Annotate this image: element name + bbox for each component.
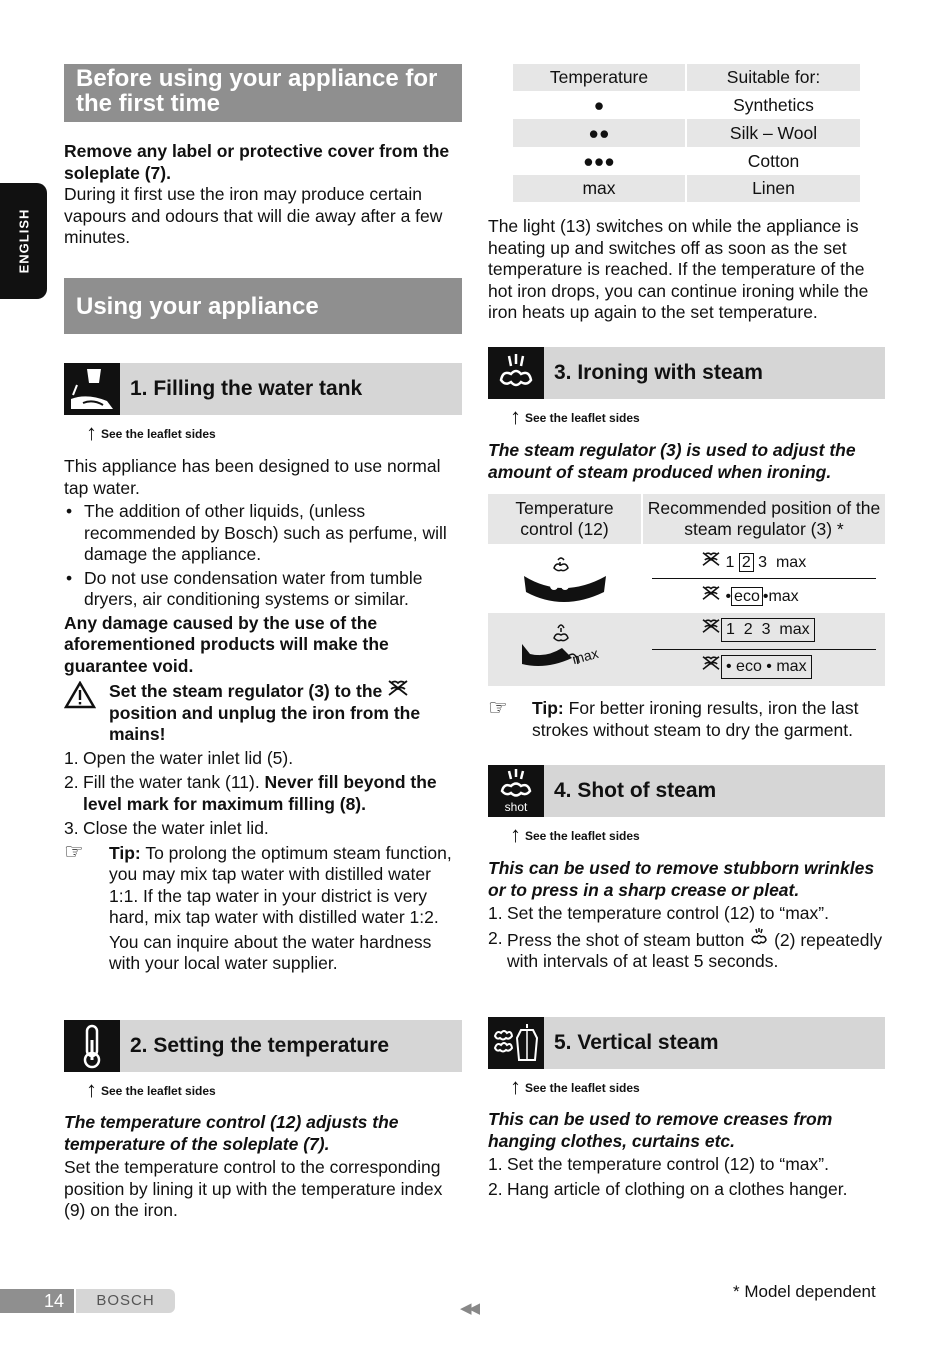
water-jug-icon <box>64 363 120 415</box>
lead-text: The temperature control (12) adjusts the temperature of the soleplate (7). <box>64 1112 399 1154</box>
leaflet-text: See the leaflet sides <box>101 427 216 441</box>
temperature-dial-low-icon <box>508 554 618 609</box>
tip-block <box>64 838 464 975</box>
table-cell: ●● <box>513 119 685 147</box>
list-item: • Do not use condensation water from tumble dryers, air conditioning systems or similar. <box>64 568 464 611</box>
steam-setting-row <box>701 551 806 574</box>
body-text: Set the temperature control to the corresponding position by lining it up with the temperature index (9) on the iron. <box>64 1157 443 1220</box>
lead-text: The steam regulator (3) is used to adjust the amount of steam produced when ironing. <box>488 440 856 482</box>
table-cell: ● <box>513 91 685 119</box>
shot-icon-label: shot <box>504 800 528 814</box>
ironing-with-steam-lead <box>488 440 886 483</box>
table-header: Recommended position of the steam regulator (3) * <box>643 494 885 544</box>
step-number: 3. <box>64 818 79 838</box>
step-item <box>64 772 464 815</box>
table-cell: Silk – Wool <box>687 119 860 147</box>
filling-steps <box>64 748 464 840</box>
language-label: ENGLISH <box>16 208 31 274</box>
step-number: 1. <box>488 903 503 923</box>
step-number: 1. <box>64 747 79 768</box>
vertical-steam-icon <box>488 1017 544 1069</box>
step-number: 2. <box>64 772 79 792</box>
arrow-up-icon: ↑ <box>510 404 521 429</box>
language-tab <box>0 183 47 299</box>
step-text: Hang article of clothing on a clothes hanger. <box>507 1178 848 1199</box>
leaflet-note <box>86 420 216 446</box>
step-text: Set the temperature control (12) to “max”. <box>507 903 829 923</box>
setting-value-selected: 2 <box>739 553 754 572</box>
leaflet-note <box>510 404 640 430</box>
table-header: Temperature <box>513 64 685 91</box>
setting-value: eco <box>736 658 762 675</box>
vertical-steam-body <box>488 1109 886 1200</box>
pointing-hand-icon: ☞ <box>64 838 84 864</box>
step-item <box>64 748 464 770</box>
setting-value: 2 <box>743 621 753 638</box>
no-steam-icon <box>387 681 409 701</box>
shot-steps <box>488 903 886 973</box>
step-text: Set the temperature control (12) to “max”. <box>507 1154 829 1174</box>
tip-text: To prolong the optimum steam function, you may mix tap water with distilled water 1:1. If the tap water in your district is very hard, mix tap water with distilled water 1:2. <box>109 842 452 927</box>
setting-value: 1 <box>726 621 735 638</box>
setting-value: max <box>779 621 810 638</box>
section-before-first-use-header <box>64 64 462 122</box>
caution-text-a: Set the steam regulator (3) to the <box>109 681 383 701</box>
caution-text-b: position and unplug the iron from the mains! <box>109 702 421 744</box>
setting-value: 3 <box>758 554 768 571</box>
filling-water-tank-body <box>64 456 464 975</box>
pointing-hand-icon: ☞ <box>488 695 508 720</box>
warning-triangle-icon <box>64 681 96 714</box>
setting-value: 3 <box>761 621 771 638</box>
leaflet-text: See the leaflet sides <box>525 411 640 425</box>
arrow-up-icon: ↑ <box>510 1074 521 1099</box>
steam-tip-block <box>488 695 886 741</box>
steam-icon <box>488 347 544 399</box>
setting-value-selected: eco <box>731 587 763 606</box>
step-item <box>64 818 464 840</box>
leaflet-note <box>86 1077 216 1103</box>
table-header: Temperature control (12) <box>488 494 641 544</box>
intro-text: This appliance has been designed to use normal tap water. <box>64 456 441 498</box>
table-cell: Cotton <box>687 147 860 175</box>
steam-setting-row: • eco •max <box>701 585 799 608</box>
section-title: 5. Vertical steam <box>554 1031 719 1054</box>
lead-text: This can be used to remove creases from hanging clothes, curtains etc. <box>488 1109 833 1151</box>
leaflet-text: See the leaflet sides <box>525 829 640 843</box>
no-steam-icon <box>701 554 721 571</box>
step-item <box>488 928 886 973</box>
table-cell: Synthetics <box>687 91 860 119</box>
light-text: The light (13) switches on while the appliance is heating up and switches off as soon as the set temperature is reached. If the temperature of the hot iron drops, you can continue ironing while the iron heats up again to the set temperature. <box>488 216 869 322</box>
page-number: 14 <box>0 1289 74 1313</box>
section-title: 1. Filling the water tank <box>130 377 363 400</box>
remove-label-instruction: Remove any label or protective cover from the soleplate (7). <box>64 141 450 183</box>
previous-page-icon[interactable]: ◀◀ <box>460 1300 478 1317</box>
step-item <box>488 903 886 925</box>
section-using-header <box>64 278 462 334</box>
temperature-dial-max-icon <box>516 618 616 683</box>
no-steam-icon <box>701 621 721 638</box>
setting-temperature-body <box>64 1112 464 1222</box>
no-steam-icon <box>701 658 721 675</box>
setting-value: max <box>768 588 799 605</box>
ironing-with-steam-header <box>488 347 885 399</box>
table-row <box>513 119 860 147</box>
steam-setting-row <box>701 618 815 642</box>
shot-of-steam-body <box>488 858 886 973</box>
tip-text-2: You can inquire about the water hardness with your local water supplier. <box>109 931 432 973</box>
model-dependent-note: * Model dependent <box>733 1282 876 1301</box>
section-title: 4. Shot of steam <box>554 779 717 802</box>
section-title: 2. Setting the temperature <box>130 1034 390 1057</box>
table-header-row <box>513 64 860 91</box>
arrow-up-icon: ↑ <box>86 1077 97 1102</box>
table-row <box>513 91 860 119</box>
section-title: Before using your appliance for the first time <box>76 65 438 117</box>
steam-setting-row: • eco • max <box>701 655 812 679</box>
step-text: Press the shot of steam button <box>507 929 745 950</box>
lead-text: This can be used to remove stubborn wrinkles or to press in a sharp crease or pleat. <box>488 858 875 900</box>
tip-label: Tip: <box>109 842 141 863</box>
step-number: 2. <box>488 927 503 948</box>
table-cell: ●●● <box>513 147 685 175</box>
step-number: 1. <box>488 1154 503 1174</box>
setting-value: 1 <box>725 554 735 571</box>
thermometer-icon <box>64 1020 120 1072</box>
setting-value: max <box>775 554 807 571</box>
section-title: Using your appliance <box>76 292 319 320</box>
section-title: 3. Ironing with steam <box>554 361 763 384</box>
steam-regulator-table <box>488 494 885 686</box>
step-number: 2. <box>488 1178 503 1199</box>
setting-temperature-header <box>64 1020 462 1072</box>
setting-value: max <box>776 658 807 675</box>
brand-label: BOSCH <box>76 1289 175 1313</box>
leaflet-note <box>510 1074 640 1100</box>
table-cell: Linen <box>687 175 860 202</box>
step-text: (2) repeatedly with intervals of at least 5 seconds. <box>507 929 883 971</box>
tip-label: Tip: <box>532 698 564 718</box>
step-text: Open the water inlet lid (5). <box>83 747 294 768</box>
vertical-steam-header <box>488 1017 885 1069</box>
shot-button-icon <box>749 930 769 950</box>
temperature-table <box>513 64 860 202</box>
guarantee-warning: Any damage caused by the use of the aforementioned products will make the guarantee void. <box>64 612 389 676</box>
list-item: • The addition of other liquids, (unless recommended by Bosch) such as perfume, will damage the appliance. <box>64 501 464 566</box>
first-use-note: During it first use the iron may produce certain vapours and odours that will die away after a few minutes. <box>64 184 443 247</box>
no-steam-icon <box>701 588 721 605</box>
dial-max-label: max <box>570 644 601 668</box>
table-row <box>513 147 860 175</box>
step-item <box>488 1154 886 1176</box>
step-text: Close the water inlet lid. <box>83 818 269 838</box>
leaflet-note <box>510 822 640 848</box>
table-cell: max <box>513 175 685 202</box>
step-text: Fill the water tank (11). <box>83 772 265 792</box>
shot-of-steam-header <box>488 765 885 817</box>
divider <box>652 649 876 650</box>
before-first-use-body <box>64 141 464 249</box>
light-description <box>488 216 886 324</box>
arrow-up-icon: ↑ <box>510 822 521 847</box>
arrow-up-icon: ↑ <box>86 420 97 445</box>
caution-block <box>64 679 464 746</box>
warning-list <box>64 501 464 611</box>
leaflet-text: See the leaflet sides <box>525 1081 640 1095</box>
divider <box>652 578 876 579</box>
filling-water-tank-header <box>64 363 462 415</box>
leaflet-text: See the leaflet sides <box>101 1084 216 1098</box>
tip-text: For better ironing results, iron the last strokes without steam to dry the garment. <box>532 698 859 740</box>
table-row <box>513 175 860 202</box>
table-header: Suitable for: <box>687 64 860 91</box>
step-bold-text: Never fill beyond the level mark for maximum filling (8). <box>83 772 437 814</box>
shot-of-steam-icon <box>488 765 544 817</box>
vertical-steps <box>488 1154 886 1200</box>
step-item <box>488 1179 886 1201</box>
